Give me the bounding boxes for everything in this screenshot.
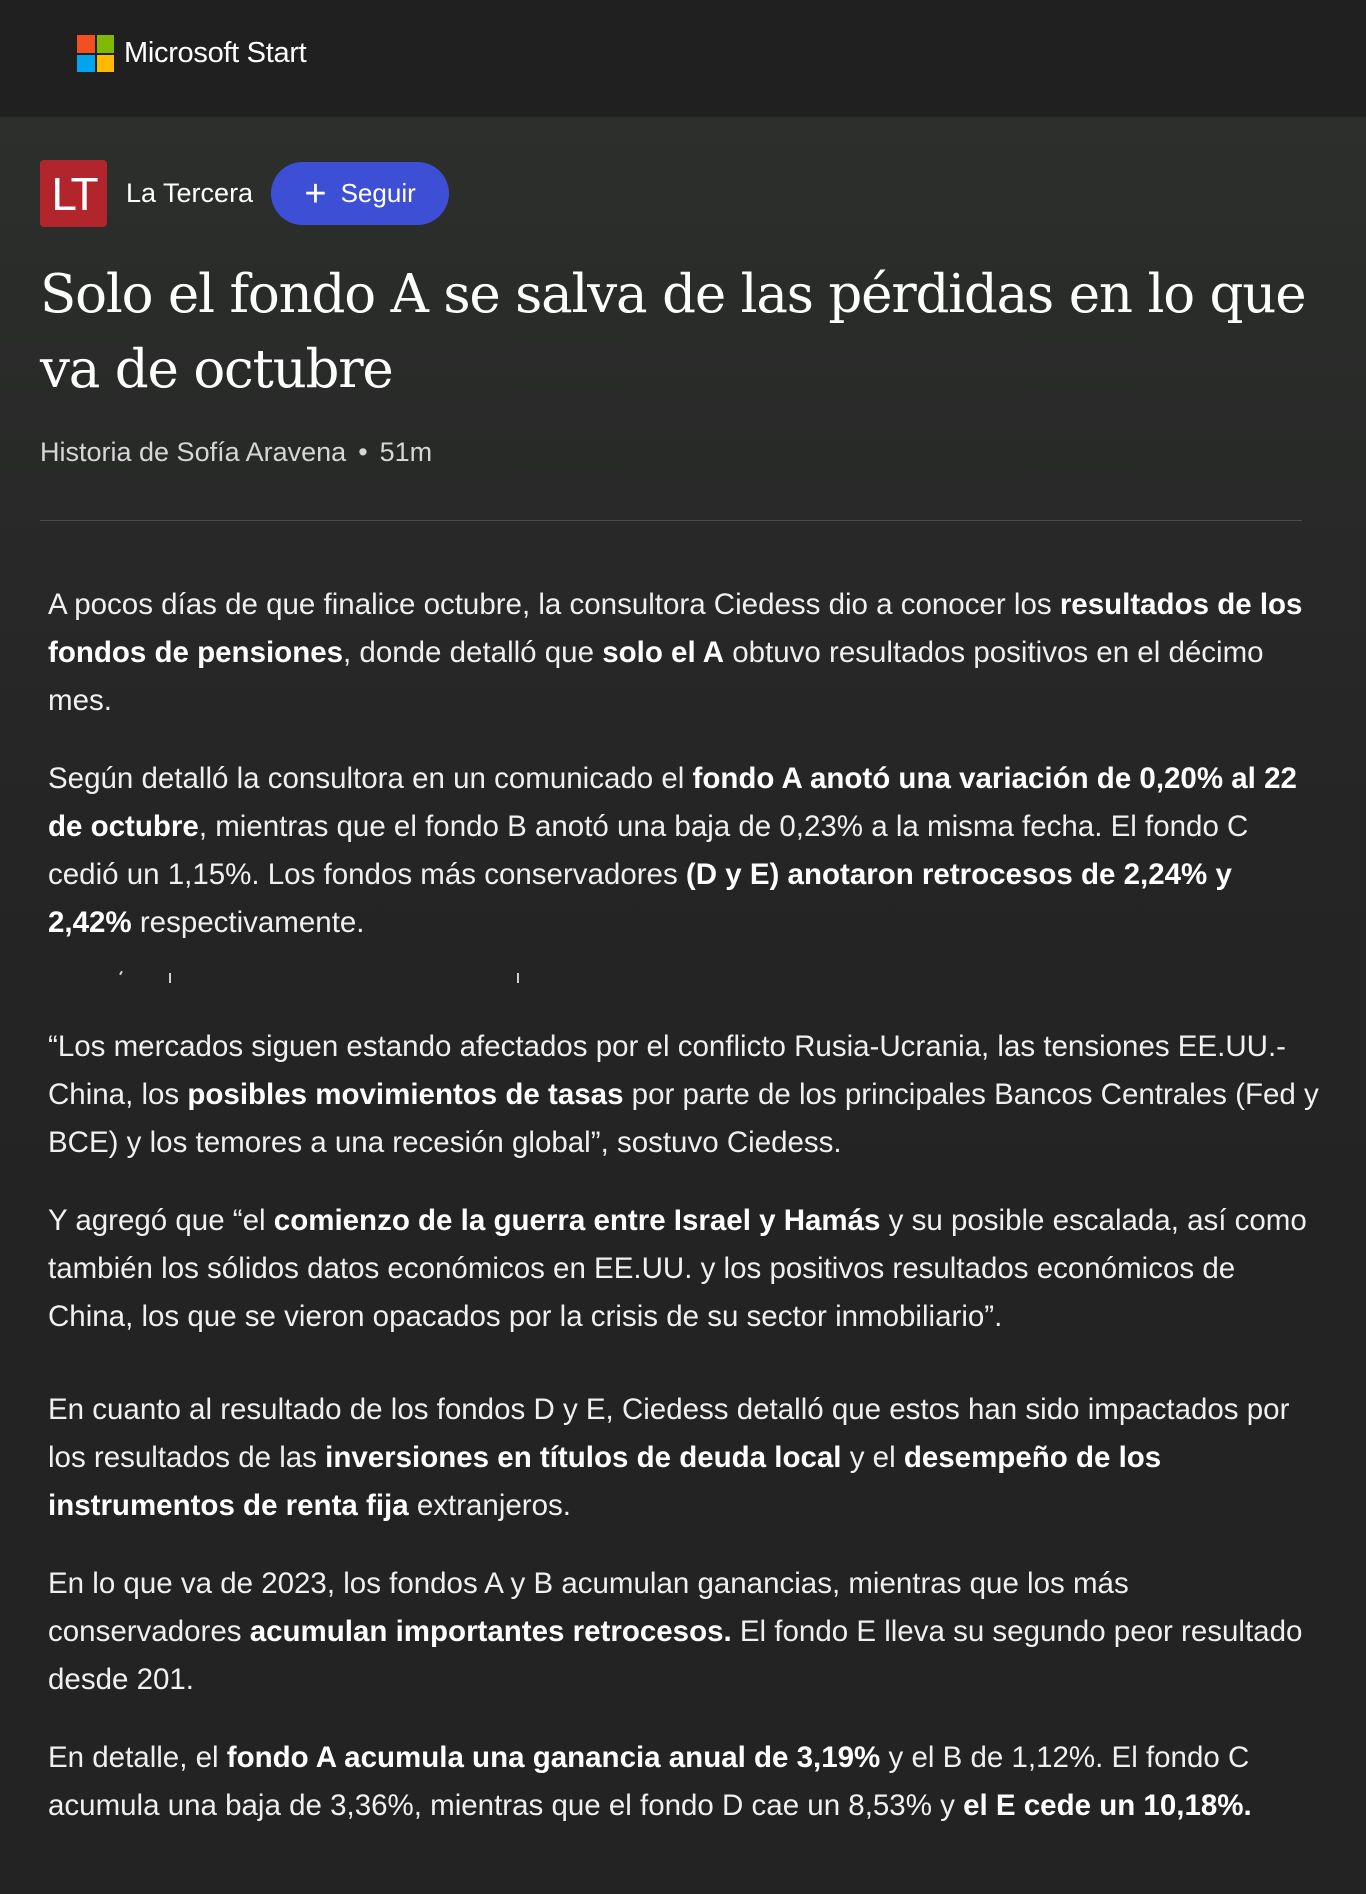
article-container (0, 117, 1366, 1894)
paragraph-4: Y agregó que “el comienzo de la guerra entre Israel y Hamás y su posible escalada, así como también los sólidos datos económicos en EE.UU. y los positivos resultados económicos de China, los que se vieron opacados por la crisis de su sector inmobiliario”. (48, 1204, 1307, 1333)
byline (40, 437, 432, 468)
paragraph-6: En lo que va de 2023, los fondos A y B acumulan ganancias, mientras que los más conservadores acumulan importantes retrocesos. El fondo E lleva su segundo peor resultado desde 201. (48, 1567, 1303, 1696)
paragraph-5: En cuanto al resultado de los fondos D y E, Ciedess detalló que estos han sido impactados por los resultados de las inversiones en títulos de deuda local y el desempeño de los instrumentos de renta fija extranjeros. (48, 1393, 1290, 1522)
paragraph-1: A pocos días de que finalice octubre, la consultora Ciedess dio a conocer los resultados de los fondos de pensiones, donde detalló que solo el A obtuvo resultados positivos en el décimo mes. (48, 588, 1303, 717)
brand-name: Microsoft Start (124, 37, 307, 69)
paragraph-7: En detalle, el fondo A acumula una ganancia anual de 3,19% y el B de 1,12%. El fondo C acumula una baja de 3,36%, mientras que el fondo D cae un 8,53% y el E cede un 10,18%. (48, 1741, 1252, 1822)
top-bar (0, 0, 1366, 117)
publisher-name[interactable]: La Tercera (126, 178, 254, 208)
article-body (48, 581, 1320, 1830)
publish-time: 51m (379, 437, 433, 467)
author: Historia de Sofía Aravena (40, 437, 347, 467)
plus-icon: + (304, 172, 327, 215)
paragraph-3: “Los mercados siguen estando afectados por el conflicto Rusia-Ucrania, las tensiones EE.UU.-China, los posibles movimientos de tasas por parte de los principales Bancos Centrales (Fed y BCE) y los temores a una recesión global”, sostuvo Ciedess. (48, 1030, 1319, 1159)
divider (40, 520, 1302, 521)
follow-button[interactable] (271, 162, 449, 225)
microsoft-start-brand[interactable] (77, 35, 306, 72)
follow-label: Seguir (340, 178, 416, 208)
paragraph-2: Según detalló la consultora en un comunicado el fondo A anotó una variación de 0,20% al 22 de octubre, mientras que el fondo B anotó una baja de 0,23% a la misma fecha. El fondo C cedió un 1,15%. Los fondos más conservadores (D y E) anotaron retrocesos de 2,24% y 2,42% respectivamente. (48, 762, 1297, 939)
article-title: Solo el fondo A se salva de las pérdidas en lo que va de octubre (40, 264, 1306, 400)
publisher-logo[interactable]: LT (40, 160, 107, 227)
separator-dot: • (358, 437, 368, 467)
publisher-row (40, 160, 449, 227)
microsoft-logo-icon (77, 35, 114, 72)
clipped-text-artifact (48, 967, 1320, 995)
